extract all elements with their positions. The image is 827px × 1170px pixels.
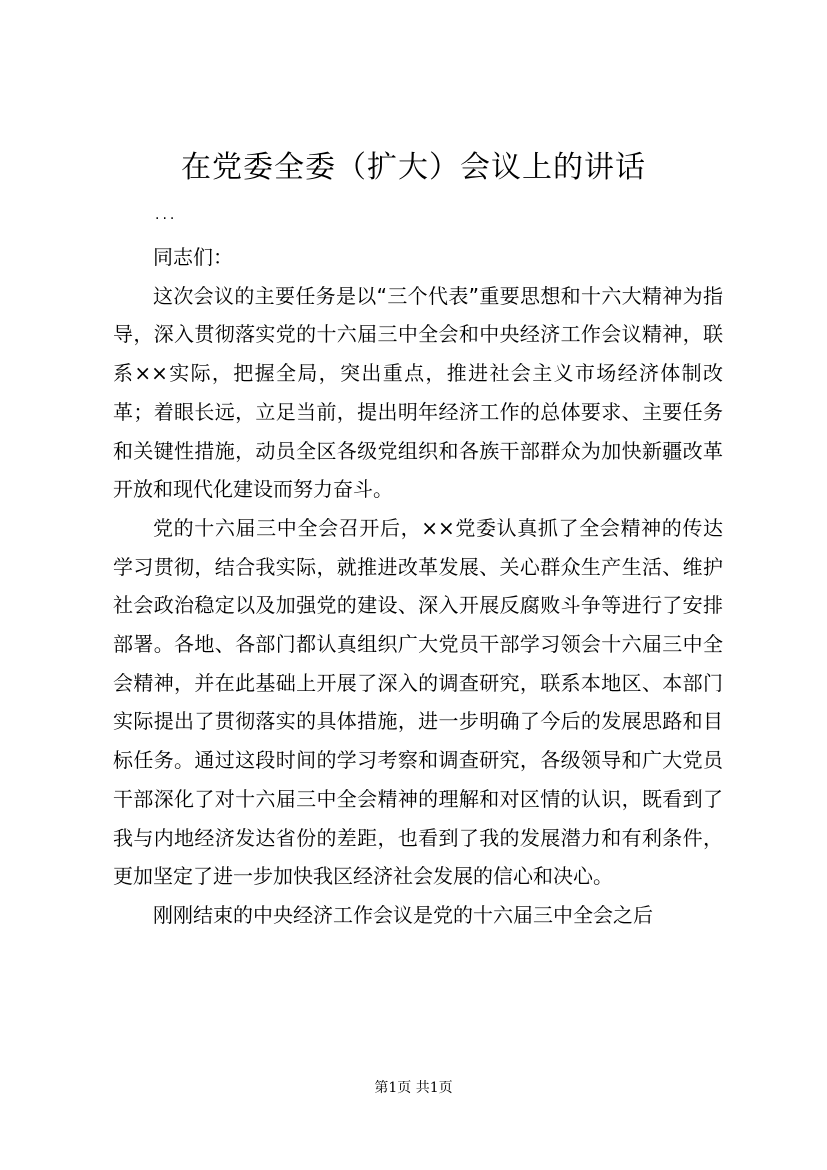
document-body: [113, 238, 723, 935]
document-title: 在党委全委（扩大）会议上的讲话: [181, 150, 646, 185]
paragraph-2: 党的十六届三中全会召开后，××党委认真抓了全会精神的传达学习贯彻，结合我实际，就推进改革发展、关心群众生产生活、维护社会政治稳定以及加强党的建设、深入开展反腐败斗争等进行了安排部署。各地、各部门都认真组织广大党员干部学习领会十六届三中全会精神，并在此基础上开展了深入的调查研究，联系本地区、本部门实际提出了贯彻落实的具体措施，进一步明确了今后的发展思路和目标任务。通过这段时间的学习考察和调查研究，各级领导和广大党员干部深化了对十六届三中全会精神的理解和对区情的认识，既看到了我与内地经济发达省份的差距，也看到了我的发展潜力和有利条件，更加坚定了进一步加快我区经济社会发展的信心和决心。: [113, 515, 723, 889]
page-footer: 第1页 共1页: [374, 1080, 453, 1096]
document-subtitle: ...: [155, 207, 178, 223]
paragraph-3: 刚刚结束的中央经济工作会议是党的十六届三中全会之后: [153, 902, 653, 927]
paragraph-salutation: 同志们：: [153, 245, 233, 269]
paragraph-1: 这次会议的主要任务是以“三个代表”重要思想和十六大精神为指导，深入贯彻落实党的十六届三中全会和中央经济工作会议精神，联系××实际，把握全局，突出重点，推进社会主义市场经济体制改革；着眼长远，立足当前，提出明年经济工作的总体要求、主要任务和关键性措施，动员全区各级党组织和各族干部群众为加快新疆改革开放和现代化建设而努力奋斗。: [113, 283, 723, 502]
